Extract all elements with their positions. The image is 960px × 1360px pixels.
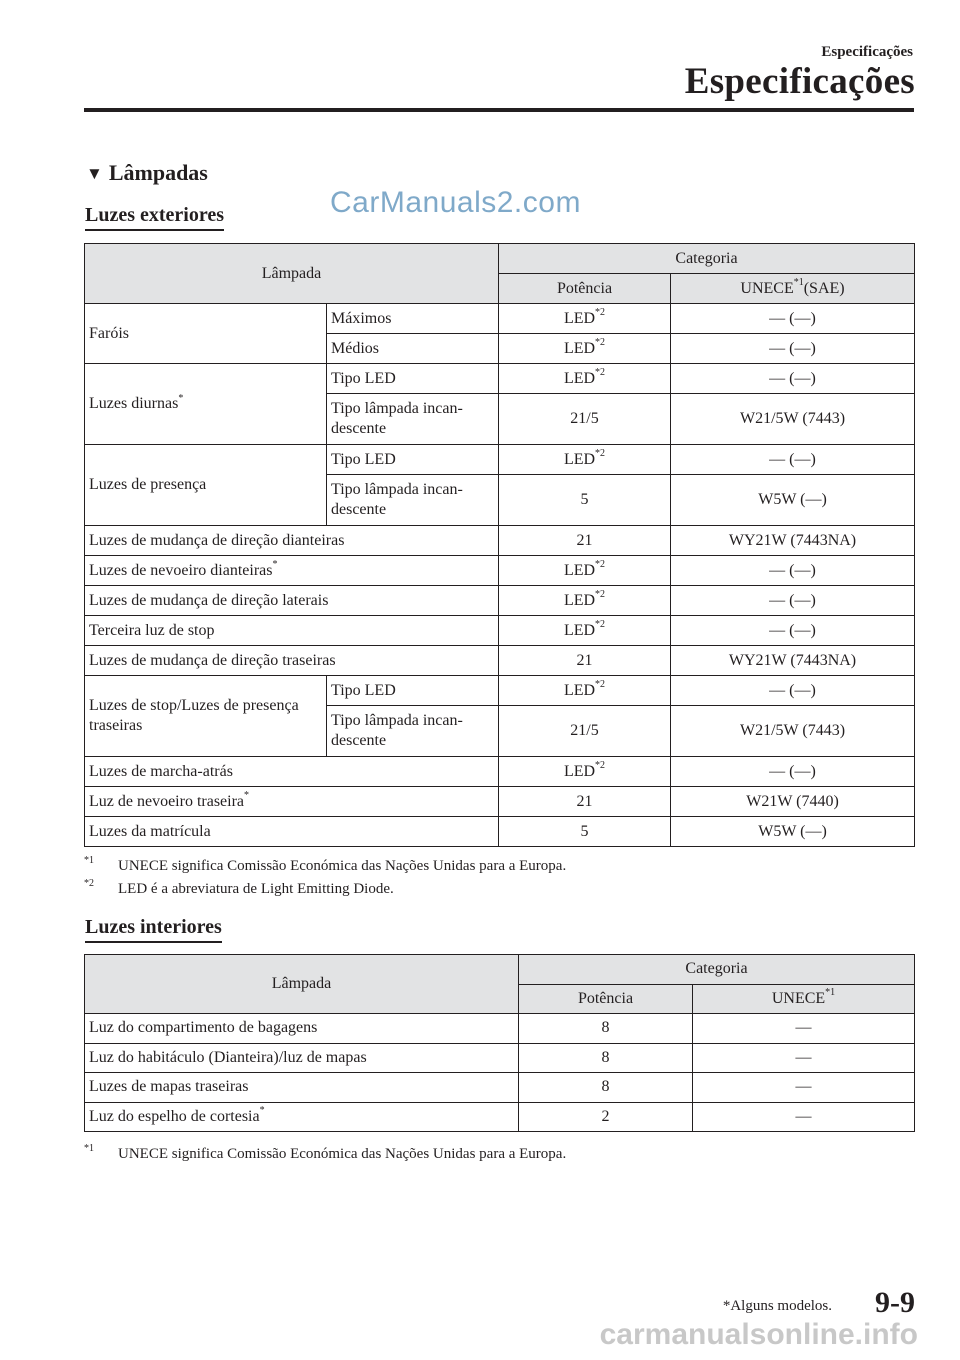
table-row: Luzes de presença Tipo LED LED$^{*2}$ — (—)	[85, 445, 915, 475]
table-row: Luzes diurnas* Tipo LED LED$^{*2}$ — (—)	[85, 364, 915, 394]
table-row: Luzes de marcha-atrás LED$^{*2}$ — (—)	[85, 757, 915, 787]
exterior-lights-heading: Luzes exteriores	[85, 204, 224, 231]
table-row: Terceira luz de stop LED$^{*2}$ — (—)	[85, 616, 915, 646]
triangle-down-icon: ▼	[86, 164, 103, 183]
table-row: Luz do espelho de cortesia* 2 —	[85, 1102, 915, 1132]
col-header-lamp: Lâmpada	[85, 244, 499, 304]
table-row: Faróis Máximos LED$^{*2}$ — (—)	[85, 304, 915, 334]
table-row: Luzes de mudança de direção dianteiras 21 WY21W (7443NA)	[85, 526, 915, 556]
running-header-title: Especificações	[684, 61, 915, 102]
table-row: Tipo lâmpada incan- descente 21/5 W21/5W (7443)	[85, 394, 915, 445]
table-row: Luzes de mudança de direção laterais LED$^{*2}$ — (—)	[85, 586, 915, 616]
interior-lights-table	[84, 954, 915, 1132]
col-header-category: Categoria	[499, 244, 915, 274]
section-heading	[86, 160, 208, 186]
header-rule	[84, 108, 914, 112]
footnote: $^{*1}$ UNECE significa Comissão Económica das Nações Unidas para a Europa.	[84, 1143, 567, 1162]
col-header-unece: UNECE$^{*1}$(SAE)	[671, 274, 915, 304]
table-row: Luzes de mapas traseiras 8 —	[85, 1073, 915, 1103]
exterior-lights-table	[84, 243, 915, 847]
table-row: Luzes de nevoeiro dianteiras* LED$^{*2}$ — (—)	[85, 556, 915, 586]
col-header-power: Potência	[499, 274, 671, 304]
footnote: $^{*1}$ UNECE significa Comissão Económica das Nações Unidas para a Europa.	[84, 855, 567, 874]
table-row: Luz do habitáculo (Dianteira)/luz de mapas 8 —	[85, 1043, 915, 1073]
col-header-power: Potência	[519, 984, 693, 1014]
site-watermark: carmanualsonline.info	[599, 1318, 918, 1351]
col-header-category: Categoria	[519, 955, 915, 985]
watermark: CarManuals2.com	[330, 186, 581, 219]
table-row: Tipo lâmpada incan- descente 21/5 W21/5W (7443)	[85, 706, 915, 757]
section-title: Lâmpadas	[108, 160, 208, 185]
running-header-small: Especificações	[821, 44, 913, 60]
table-row: Luz de nevoeiro traseira* 21 W21W (7440)	[85, 787, 915, 817]
interior-lights-heading: Luzes interiores	[85, 916, 222, 943]
table-row: Tipo lâmpada incan- descente 5 W5W (—)	[85, 475, 915, 526]
table-row: Médios LED$^{*2}$ — (—)	[85, 334, 915, 364]
table-row: Luzes de stop/Luzes de presença traseiras Tipo LED LED$^{*2}$ — (—)	[85, 676, 915, 706]
table-row: Luzes de mudança de direção traseiras 21 WY21W (7443NA)	[85, 646, 915, 676]
footnote: $^{*2}$ LED é a abreviatura de Light Emitting Diode.	[84, 878, 394, 897]
col-header-unece: UNECE$^{*1}$	[693, 984, 915, 1014]
col-header-lamp: Lâmpada	[85, 955, 519, 1014]
some-models-note: *Alguns modelos.	[722, 1298, 832, 1314]
table-row: Luz do compartimento de bagagens 8 —	[85, 1014, 915, 1044]
table-row: Luzes da matrícula 5 W5W (—)	[85, 817, 915, 847]
page-number: 9-9	[875, 1286, 915, 1319]
